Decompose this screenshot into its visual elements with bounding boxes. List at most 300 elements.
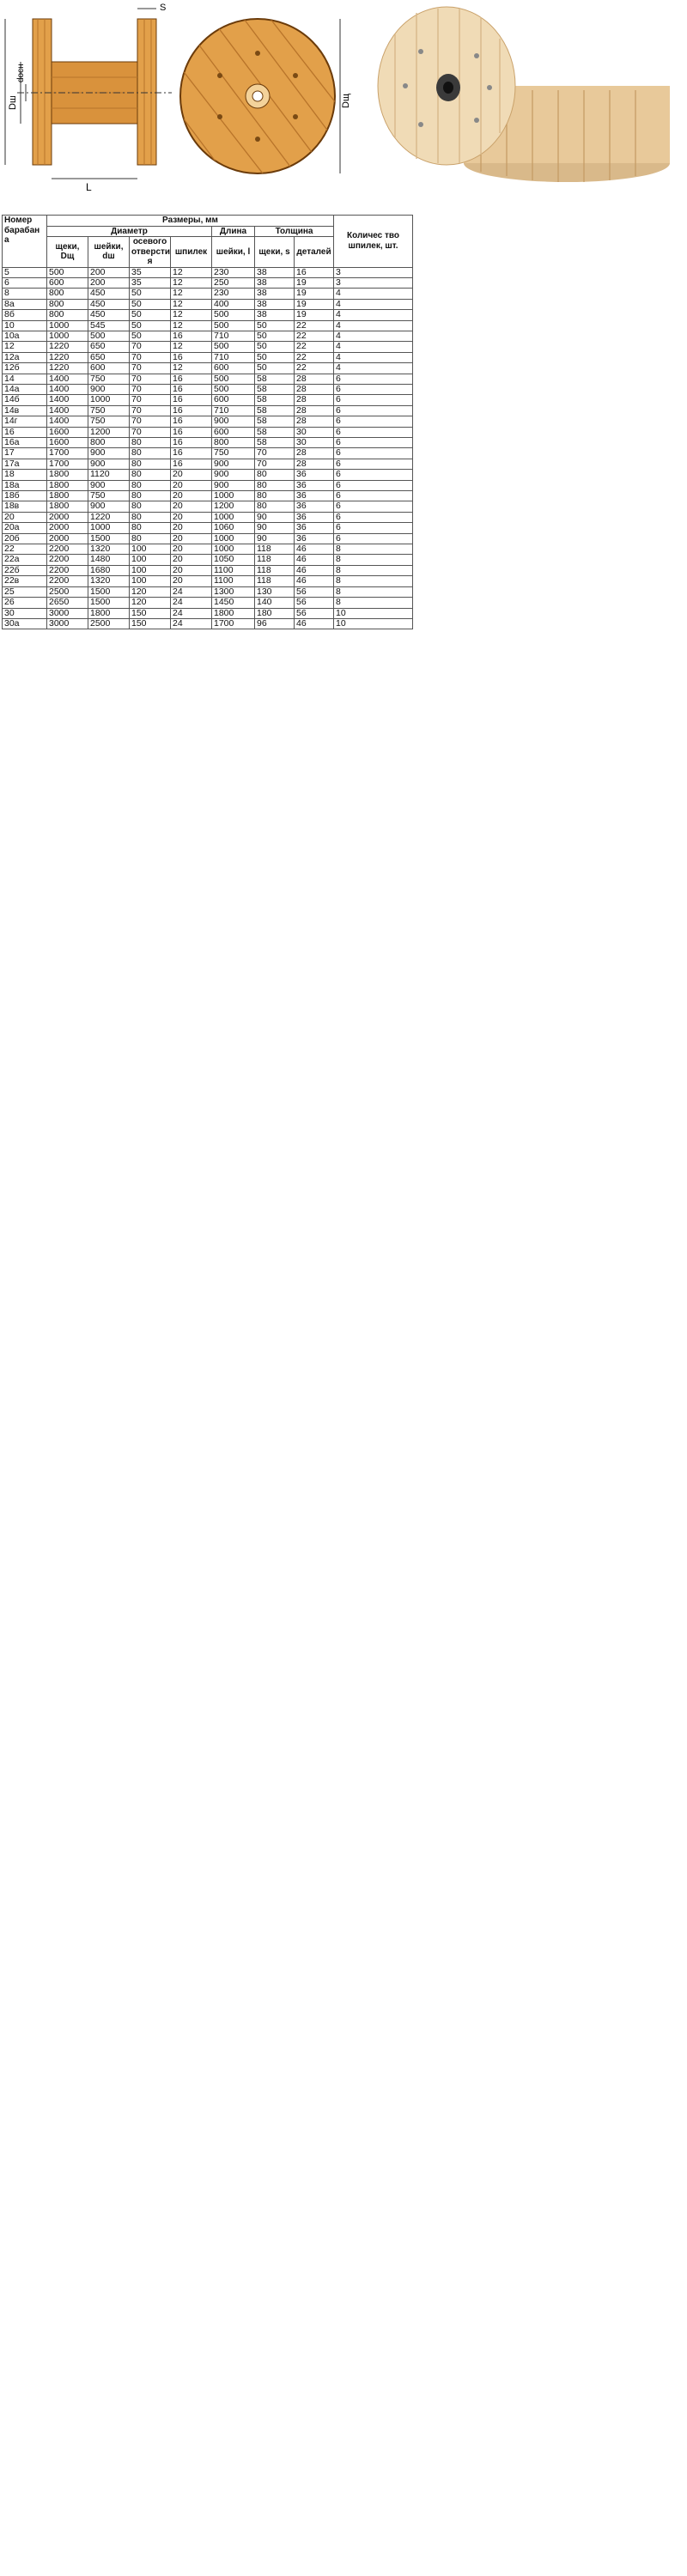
table-row (3, 438, 413, 448)
table-row (3, 320, 413, 331)
table-cell: 22б (3, 565, 47, 575)
col-group-diameter: Диаметр (47, 226, 212, 237)
table-cell: 1500 (88, 598, 130, 608)
table-cell: 70 (255, 459, 295, 469)
table-cell: 50 (255, 342, 295, 352)
table-cell: 70 (130, 352, 171, 362)
table-cell: 12 (171, 289, 212, 299)
table-cell: 14б (3, 395, 47, 405)
table-row (3, 299, 413, 309)
table-cell: 50 (130, 310, 171, 320)
table-cell: 2000 (47, 533, 88, 544)
table-cell: 450 (88, 299, 130, 309)
table-cell: 90 (255, 512, 295, 522)
table-cell: 18 (3, 470, 47, 480)
table-cell: 70 (130, 363, 171, 374)
table-cell: 3 (334, 277, 413, 288)
table-cell: 20б (3, 533, 47, 544)
table-cell: 16 (171, 448, 212, 459)
table-cell: 120 (130, 598, 171, 608)
dim-label-dosi: dосн (16, 64, 26, 82)
table-cell: 50 (130, 331, 171, 341)
table-row (3, 586, 413, 597)
table-cell: 80 (130, 470, 171, 480)
table-cell: 3000 (47, 608, 88, 618)
table-cell: 70 (130, 374, 171, 384)
table-cell: 100 (130, 544, 171, 555)
drum-dimensions-table-wrap (2, 215, 431, 629)
table-cell: 28 (295, 459, 334, 469)
table-cell: 1800 (47, 470, 88, 480)
table-row (3, 352, 413, 362)
table-row (3, 342, 413, 352)
table-cell: 3 (334, 267, 413, 277)
table-row (3, 363, 413, 374)
table-cell: 900 (212, 459, 255, 469)
table-cell: 50 (130, 289, 171, 299)
table-cell: 16а (3, 438, 47, 448)
table-cell: 6 (334, 395, 413, 405)
table-cell: 22 (3, 544, 47, 555)
table-cell: 1000 (212, 491, 255, 501)
table-cell: 1120 (88, 470, 130, 480)
table-cell: 12 (171, 277, 212, 288)
table-row (3, 544, 413, 555)
table-cell: 500 (212, 310, 255, 320)
table-cell: 2200 (47, 555, 88, 565)
table-cell: 20 (171, 555, 212, 565)
table-cell: 19 (295, 277, 334, 288)
table-cell: 500 (212, 384, 255, 394)
table-cell: 16 (171, 405, 212, 416)
table-cell: 12 (171, 267, 212, 277)
table-cell: 24 (171, 608, 212, 618)
table-cell: 12 (171, 320, 212, 331)
table-cell: 1000 (47, 331, 88, 341)
table-cell: 14а (3, 384, 47, 394)
dim-label-l: L (86, 181, 92, 193)
table-cell: 600 (212, 427, 255, 437)
table-cell: 230 (212, 289, 255, 299)
table-cell: 545 (88, 320, 130, 331)
table-row (3, 565, 413, 575)
table-row (3, 523, 413, 533)
table-cell: 1500 (88, 586, 130, 597)
table-cell: 1800 (212, 608, 255, 618)
table-cell: 1000 (88, 395, 130, 405)
table-cell: 1700 (47, 459, 88, 469)
table-cell: 500 (212, 374, 255, 384)
table-cell: 70 (130, 416, 171, 427)
table-cell: 16 (295, 267, 334, 277)
table-cell: 70 (130, 405, 171, 416)
table-cell: 1000 (47, 320, 88, 331)
table-cell: 46 (295, 576, 334, 586)
table-cell: 150 (130, 618, 171, 629)
table-cell: 20 (171, 480, 212, 490)
table-cell: 750 (88, 416, 130, 427)
table-cell: 80 (130, 491, 171, 501)
table-cell: 46 (295, 555, 334, 565)
table-row (3, 598, 413, 608)
table-row (3, 267, 413, 277)
table-row (3, 405, 413, 416)
table-cell: 118 (255, 555, 295, 565)
table-cell: 1600 (47, 427, 88, 437)
table-cell: 800 (47, 310, 88, 320)
table-cell: 50 (255, 363, 295, 374)
drum-dimensions-table (2, 215, 413, 629)
table-row (3, 618, 413, 629)
table-cell: 900 (88, 384, 130, 394)
table-cell: 16 (171, 427, 212, 437)
dim-label-dshch: Dщ (341, 94, 351, 108)
table-cell: 12б (3, 363, 47, 374)
table-cell: 80 (255, 491, 295, 501)
table-cell: 6 (334, 533, 413, 544)
table-cell: 900 (88, 448, 130, 459)
table-cell: 1200 (88, 427, 130, 437)
table-cell: 38 (255, 299, 295, 309)
table-cell: 17 (3, 448, 47, 459)
table-cell: 26 (3, 598, 47, 608)
table-cell: 80 (130, 523, 171, 533)
table-cell: 28 (295, 416, 334, 427)
table-cell: 58 (255, 427, 295, 437)
table-cell: 1400 (47, 405, 88, 416)
table-cell: 450 (88, 289, 130, 299)
table-cell: 20 (171, 544, 212, 555)
table-cell: 1700 (47, 448, 88, 459)
table-cell: 20а (3, 523, 47, 533)
table-cell: 80 (255, 501, 295, 512)
drum-side-view-drawing (0, 0, 172, 197)
table-cell: 96 (255, 618, 295, 629)
table-cell: 6 (334, 405, 413, 416)
table-cell: 120 (130, 586, 171, 597)
table-row (3, 459, 413, 469)
table-cell: 2650 (47, 598, 88, 608)
table-cell: 100 (130, 555, 171, 565)
table-cell: 118 (255, 565, 295, 575)
table-cell: 1220 (47, 342, 88, 352)
table-row (3, 374, 413, 384)
table-cell: 30 (3, 608, 47, 618)
table-cell: 80 (130, 501, 171, 512)
table-cell: 6 (334, 480, 413, 490)
table-cell: 900 (212, 416, 255, 427)
table-cell: 58 (255, 395, 295, 405)
table-cell: 38 (255, 277, 295, 288)
table-cell: 3000 (47, 618, 88, 629)
table-cell: 1000 (212, 533, 255, 544)
table-cell: 900 (88, 501, 130, 512)
col-cheek-diameter: щеки, Dщ (47, 237, 88, 268)
table-cell: 22 (295, 363, 334, 374)
table-cell: 1800 (47, 491, 88, 501)
table-row (3, 491, 413, 501)
table-row (3, 384, 413, 394)
table-cell: 28 (295, 384, 334, 394)
table-cell: 500 (88, 331, 130, 341)
table-cell: 28 (295, 374, 334, 384)
table-cell: 12 (3, 342, 47, 352)
table-cell: 36 (295, 470, 334, 480)
table-cell: 58 (255, 405, 295, 416)
table-cell: 35 (130, 267, 171, 277)
table-cell: 800 (212, 438, 255, 448)
table-cell: 36 (295, 512, 334, 522)
col-stud-count: Количес тво шпилек, шт. (334, 216, 413, 268)
table-cell: 22 (295, 342, 334, 352)
table-cell: 58 (255, 384, 295, 394)
table-cell: 600 (47, 277, 88, 288)
table-cell: 50 (130, 320, 171, 331)
table-cell: 20 (171, 533, 212, 544)
table-cell: 600 (212, 395, 255, 405)
table-cell: 1320 (88, 544, 130, 555)
table-cell: 900 (212, 470, 255, 480)
drum-illustrations (0, 0, 687, 197)
table-cell: 14в (3, 405, 47, 416)
table-cell: 20 (171, 565, 212, 575)
drum-front-view-drawing (172, 0, 352, 197)
dim-label-s: S (160, 3, 167, 13)
table-cell: 1800 (47, 480, 88, 490)
table-cell: 4 (334, 342, 413, 352)
table-cell: 1050 (212, 555, 255, 565)
table-cell: 10 (334, 618, 413, 629)
table-cell: 800 (47, 299, 88, 309)
table-cell: 2000 (47, 523, 88, 533)
table-cell: 10а (3, 331, 47, 341)
table-cell: 800 (88, 438, 130, 448)
table-cell: 16 (171, 395, 212, 405)
table-cell: 1060 (212, 523, 255, 533)
table-cell: 20 (171, 470, 212, 480)
table-row (3, 512, 413, 522)
table-cell: 38 (255, 267, 295, 277)
table-cell: 6 (334, 438, 413, 448)
table-cell: 250 (212, 277, 255, 288)
table-cell: 180 (255, 608, 295, 618)
table-cell: 900 (88, 459, 130, 469)
table-cell: 58 (255, 438, 295, 448)
table-cell: 230 (212, 267, 255, 277)
col-axial-hole: осевого отверсти я (130, 237, 171, 268)
table-cell: 4 (334, 352, 413, 362)
table-cell: 16 (171, 374, 212, 384)
table-cell: 8 (334, 555, 413, 565)
table-row (3, 310, 413, 320)
table-cell: 22в (3, 576, 47, 586)
table-cell: 56 (295, 608, 334, 618)
table-row (3, 501, 413, 512)
table-cell: 600 (212, 363, 255, 374)
table-cell: 150 (130, 608, 171, 618)
table-cell: 80 (130, 533, 171, 544)
table-cell: 35 (130, 277, 171, 288)
table-cell: 17а (3, 459, 47, 469)
table-cell: 12 (171, 299, 212, 309)
table-cell: 16 (171, 438, 212, 448)
table-row (3, 533, 413, 544)
table-cell: 8 (334, 598, 413, 608)
table-cell: 50 (255, 352, 295, 362)
table-cell: 50 (130, 299, 171, 309)
table-cell: 80 (130, 480, 171, 490)
table-cell: 6 (334, 523, 413, 533)
table-cell: 70 (255, 448, 295, 459)
table-cell: 1800 (47, 501, 88, 512)
table-cell: 5 (3, 267, 47, 277)
table-row (3, 480, 413, 490)
table-cell: 750 (88, 405, 130, 416)
table-cell: 16 (171, 352, 212, 362)
wooden-drum-photo (352, 0, 687, 197)
table-cell: 1400 (47, 395, 88, 405)
table-cell: 12 (171, 342, 212, 352)
table-cell: 8 (334, 565, 413, 575)
table-cell: 6 (334, 427, 413, 437)
table-cell: 4 (334, 363, 413, 374)
table-row (3, 427, 413, 437)
table-cell: 1400 (47, 416, 88, 427)
table-cell: 90 (255, 533, 295, 544)
table-cell: 118 (255, 576, 295, 586)
table-cell: 70 (130, 384, 171, 394)
table-cell: 20 (171, 501, 212, 512)
table-cell: 4 (334, 299, 413, 309)
table-cell: 28 (295, 405, 334, 416)
col-neck-diameter: шейки, dш (88, 237, 130, 268)
table-cell: 1000 (212, 544, 255, 555)
col-drum-number: Номер барабан а (3, 216, 47, 268)
col-cheek-thickness: щеки, s (255, 237, 295, 268)
table-cell: 1500 (88, 533, 130, 544)
table-cell: 800 (47, 289, 88, 299)
table-cell: 6 (334, 491, 413, 501)
table-cell: 22 (295, 331, 334, 341)
table-cell: 20 (171, 512, 212, 522)
table-cell: 6 (3, 277, 47, 288)
table-cell: 2000 (47, 512, 88, 522)
table-cell: 6 (334, 374, 413, 384)
table-cell: 750 (88, 374, 130, 384)
table-cell: 12 (171, 363, 212, 374)
table-cell: 80 (130, 438, 171, 448)
col-group-sizes: Размеры, мм (47, 216, 334, 227)
table-cell: 8а (3, 299, 47, 309)
table-cell: 30 (295, 438, 334, 448)
table-cell: 16 (171, 459, 212, 469)
table-cell: 1700 (212, 618, 255, 629)
table-row (3, 448, 413, 459)
table-cell: 500 (212, 320, 255, 331)
table-cell: 10 (334, 608, 413, 618)
table-cell: 14 (3, 374, 47, 384)
table-cell: 20 (171, 576, 212, 586)
table-row (3, 395, 413, 405)
table-cell: 80 (130, 448, 171, 459)
table-cell: 8б (3, 310, 47, 320)
table-cell: 50 (255, 320, 295, 331)
table-row (3, 289, 413, 299)
table-cell: 1200 (212, 501, 255, 512)
col-neck-length: шейки, l (212, 237, 255, 268)
table-cell: 1400 (47, 384, 88, 394)
table-cell: 6 (334, 512, 413, 522)
table-row (3, 331, 413, 341)
table-cell: 24 (171, 618, 212, 629)
table-cell: 1220 (88, 512, 130, 522)
table-cell: 20 (3, 512, 47, 522)
table-cell: 12 (171, 310, 212, 320)
table-cell: 2500 (88, 618, 130, 629)
table-cell: 1100 (212, 565, 255, 575)
table-cell: 14г (3, 416, 47, 427)
table-cell: 30а (3, 618, 47, 629)
table-cell: 56 (295, 598, 334, 608)
table-cell: 38 (255, 289, 295, 299)
table-cell: 100 (130, 576, 171, 586)
table-cell: 36 (295, 491, 334, 501)
table-cell: 6 (334, 459, 413, 469)
table-cell: 2500 (47, 586, 88, 597)
table-cell: 46 (295, 565, 334, 575)
table-cell: 1000 (88, 523, 130, 533)
table-cell: 12а (3, 352, 47, 362)
table-cell: 19 (295, 310, 334, 320)
table-cell: 24 (171, 586, 212, 597)
table-cell: 70 (130, 395, 171, 405)
table-cell: 2200 (47, 565, 88, 575)
table-cell: 22 (295, 320, 334, 331)
table-cell: 140 (255, 598, 295, 608)
table-cell: 1680 (88, 565, 130, 575)
table-row (3, 555, 413, 565)
table-cell: 6 (334, 448, 413, 459)
table-row (3, 416, 413, 427)
table-cell: 1220 (47, 363, 88, 374)
table-cell: 46 (295, 544, 334, 555)
table-cell: 200 (88, 267, 130, 277)
table-cell: 710 (212, 405, 255, 416)
table-cell: 400 (212, 299, 255, 309)
table-cell: 8 (334, 544, 413, 555)
table-cell: 90 (255, 523, 295, 533)
table-cell: 16 (171, 331, 212, 341)
table-cell: 16 (171, 416, 212, 427)
table-cell: 1600 (47, 438, 88, 448)
table-cell: 10 (3, 320, 47, 331)
table-cell: 6 (334, 416, 413, 427)
table-cell: 20 (171, 523, 212, 533)
table-cell: 130 (255, 586, 295, 597)
table-cell: 16 (3, 427, 47, 437)
table-cell: 25 (3, 586, 47, 597)
table-cell: 19 (295, 289, 334, 299)
col-group-length: Длина (212, 226, 255, 237)
table-cell: 36 (295, 501, 334, 512)
table-cell: 710 (212, 352, 255, 362)
table-cell: 36 (295, 480, 334, 490)
table-cell: 1320 (88, 576, 130, 586)
table-cell: 4 (334, 331, 413, 341)
table-cell: 18в (3, 501, 47, 512)
table-cell: 8 (3, 289, 47, 299)
table-cell: 70 (130, 427, 171, 437)
